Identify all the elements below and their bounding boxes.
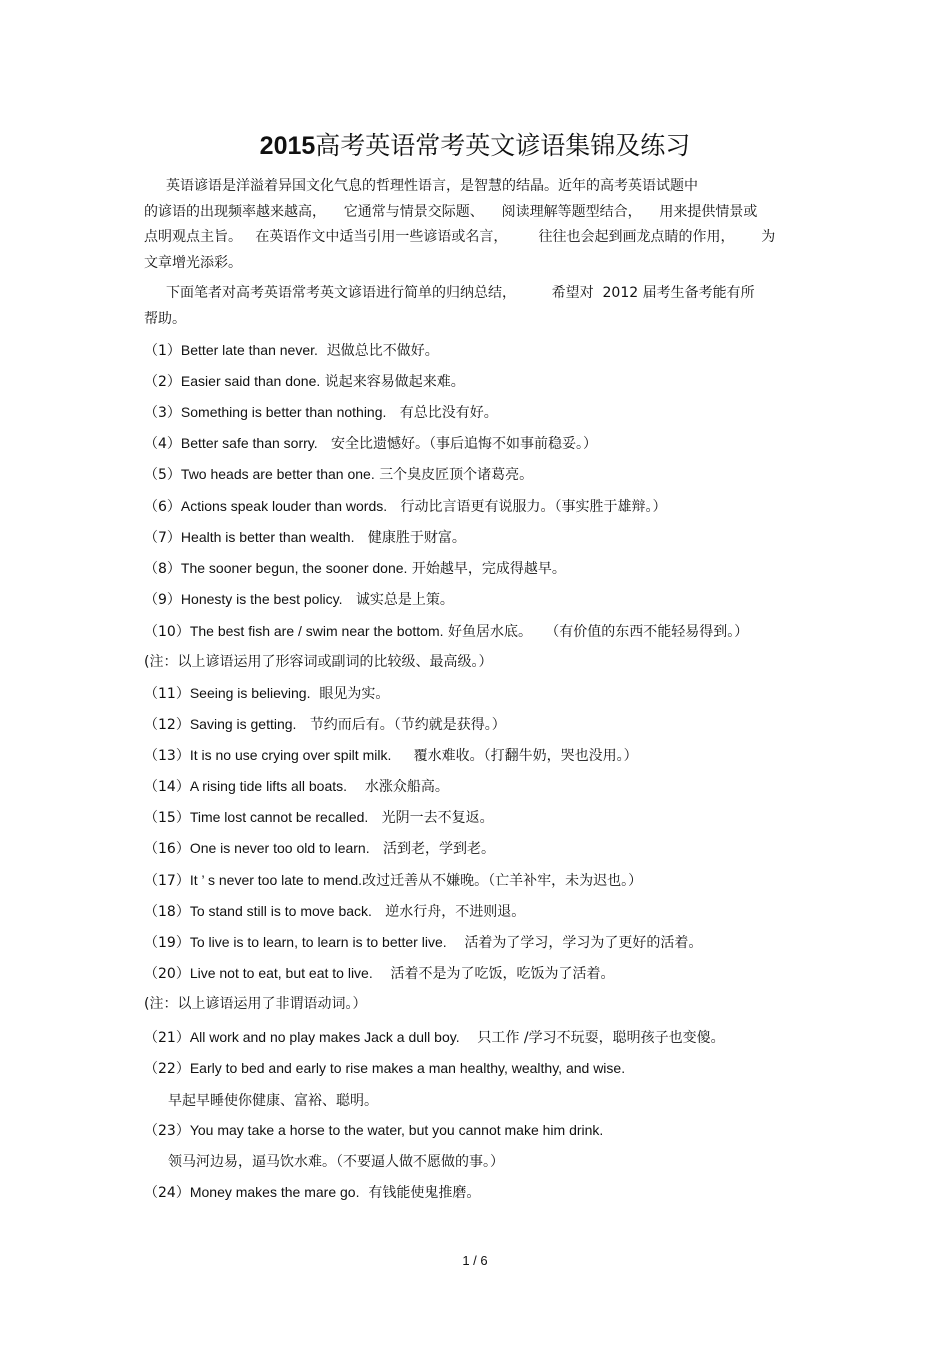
list-item [144, 464, 824, 485]
proverb-chinese: 覆水难收。（打翻牛奶，哭也没用。） [413, 748, 638, 764]
proverb-english: To live is to learn, to learn is to better live. [189, 934, 447, 950]
list-item [144, 838, 824, 859]
item-number: （24） [144, 1185, 190, 1201]
proverb-chinese: 活到老，学到老。 [382, 841, 495, 857]
intro-paragraph-1 [144, 174, 810, 276]
item-number: （21） [144, 1030, 190, 1046]
item-number: （19） [144, 935, 190, 951]
list-item [144, 901, 824, 922]
item-number: （5） [144, 467, 181, 483]
proverb-english: Early to bed and early to rise makes a man healthy, wealthy, and wise. [189, 1060, 626, 1076]
proverb-chinese: 逆水行舟，不进则退。 [385, 904, 526, 920]
proverb-chinese: 说起来容易做起来难。 [324, 374, 465, 390]
proverb-chinese: 安全比遗憾好。（事后追悔不如事前稳妥。） [330, 436, 597, 452]
item-number: （1） [144, 343, 181, 359]
list-item-translation: 领马河边易，逼马饮水难。（不要逼人做不愿做的事。） [168, 1154, 504, 1170]
list-item [144, 527, 824, 548]
proverb-chinese: 水涨众船高。 [364, 779, 449, 795]
item-number: （11） [144, 686, 190, 702]
proverb-chinese: 活着为了学习，学习为了更好的活着。 [464, 935, 703, 951]
proverb-english: Seeing is believing. [189, 685, 311, 701]
list-item [144, 1182, 824, 1203]
intro-line: 英语谚语是洋溢着异国文化气息的哲理性语言，是智慧的结晶。近年的高考英语试题中 [166, 178, 698, 194]
intro-paragraph-2 [144, 281, 810, 332]
proverb-chinese: 有钱能使鬼推磨。 [368, 1185, 481, 1201]
proverb-chinese: 活着不是为了吃饭，吃饭为了活着。 [390, 966, 615, 982]
proverb-chinese: 好鱼居水底。 （有价值的东西不能轻易得到。） [447, 624, 749, 640]
proverb-english: It ’ s never too late to mend. [189, 872, 363, 888]
list-item [144, 1027, 824, 1048]
item-number: （4） [144, 436, 181, 452]
proverb-chinese: 迟做总比不做好。 [326, 343, 439, 359]
list-item [144, 963, 824, 984]
proverb-chinese: 开始越早，完成得越早。 [411, 561, 566, 577]
proverb-english: Something is better than nothing. [180, 404, 387, 420]
proverb-english: It is no use crying over spilt milk. [189, 747, 392, 763]
item-number: （23） [144, 1123, 190, 1139]
item-number: （22） [144, 1061, 190, 1077]
item-number: （20） [144, 966, 190, 982]
proverb-chinese: 诚实总是上策。 [355, 592, 454, 608]
proverb-english: You may take a horse to the water, but you cannot make him drink. [189, 1122, 604, 1138]
proverb-english: The best fish are / swim near the bottom. [189, 623, 444, 639]
proverb-chinese: 光阴一去不复返。 [381, 810, 494, 826]
page-number: 1 / 6 [462, 1253, 488, 1268]
proverb-english: Better late than never. [180, 342, 318, 358]
intro-line: 下面笔者对高考英语常考英文谚语进行简单的归纳总结， 希望对 2012 届考生备考能有所 [166, 285, 755, 301]
proverb-english: Health is better than wealth. [180, 529, 355, 545]
proverb-chinese: 三个臭皮匠顶个诸葛亮。 [379, 467, 534, 483]
list-item [144, 371, 824, 392]
proverb-chinese: 有总比没有好。 [399, 405, 498, 421]
list-item [144, 558, 824, 579]
list-item [144, 1058, 824, 1079]
intro-line: 帮助。 [144, 310, 186, 327]
item-number: （10） [144, 624, 190, 640]
proverb-chinese: 行动比言语更有说服力。（事实胜于雄辩。） [400, 499, 667, 515]
proverb-chinese: 眼见为实。 [319, 686, 390, 702]
proverb-chinese: 节约而后有。（节约就是获得。） [309, 717, 506, 733]
proverb-english: Money makes the mare go. [189, 1184, 360, 1200]
list-item [144, 683, 824, 704]
proverb-english: Time lost cannot be recalled. [189, 809, 369, 825]
intro-line: 文章增光添彩。 [144, 254, 242, 271]
proverb-english: All work and no play makes Jack a dull boy. [189, 1029, 460, 1045]
proverb-english: Two heads are better than one. [180, 466, 375, 482]
proverb-english: A rising tide lifts all boats. [189, 778, 348, 794]
item-number: （14） [144, 779, 190, 795]
note-text: (注：以上谚语运用了非谓语动词。） [144, 996, 367, 1012]
list-item [144, 776, 824, 797]
list-item [144, 932, 824, 953]
item-number: （6） [144, 499, 181, 515]
list-item [144, 621, 824, 642]
list-item [144, 807, 824, 828]
title-year: 2015 [259, 132, 316, 160]
title-text: 高考英语常考英文谚语集锦及练习 [315, 131, 691, 160]
item-number: （15） [144, 810, 190, 826]
list-item [144, 340, 824, 361]
proverb-chinese: 改过迁善从不嫌晚。（亡羊补牢，未为迟也。） [362, 873, 643, 889]
proverb-english: To stand still is to move back. [189, 903, 372, 919]
proverb-english: Easier said than done. [180, 373, 321, 389]
item-number: （3） [144, 405, 181, 421]
proverb-english: One is never too old to learn. [189, 840, 370, 856]
page-title [0, 128, 950, 164]
intro-line: 的谚语的出现频率越来越高， 它通常与情景交际题、 阅读理解等题型结合， 用来提供情景或 [144, 203, 758, 220]
item-number: （9） [144, 592, 181, 608]
item-number: （16） [144, 841, 190, 857]
list-item [144, 745, 824, 766]
proverb-english: Live not to eat, but eat to live. [189, 965, 373, 981]
proverb-chinese: 只工作 /学习不玩耍，聪明孩子也变傻。 [477, 1030, 725, 1046]
list-item [144, 870, 824, 891]
item-number: （12） [144, 717, 190, 733]
list-item [144, 714, 824, 735]
proverb-english: Saving is getting. [189, 716, 297, 732]
list-item [144, 589, 824, 610]
list-item [144, 1120, 824, 1141]
list-item [144, 433, 824, 454]
proverb-english: Better safe than sorry. [180, 435, 318, 451]
item-number: （18） [144, 904, 190, 920]
proverb-english: Honesty is the best policy. [180, 591, 343, 607]
item-number: （8） [144, 561, 181, 577]
proverb-chinese: 健康胜于财富。 [367, 530, 466, 546]
proverb-english: Actions speak louder than words. [180, 498, 388, 514]
list-item [144, 402, 824, 423]
item-number: （7） [144, 530, 181, 546]
list-item [144, 496, 824, 517]
list-item-translation: 早起早睡使你健康、富裕、聪明。 [168, 1093, 378, 1109]
proverb-english: The sooner begun, the sooner done. [180, 560, 408, 576]
intro-line: 点明观点主旨。 在英语作文中适当引用一些谚语或名言， 往往也会起到画龙点睛的作用， 为 [144, 229, 776, 245]
item-number: （2） [144, 374, 181, 390]
note-text: (注：以上谚语运用了形容词或副词的比较级、最高级。） [144, 654, 493, 670]
item-number: （13） [144, 748, 190, 764]
item-number: （17） [144, 873, 190, 889]
